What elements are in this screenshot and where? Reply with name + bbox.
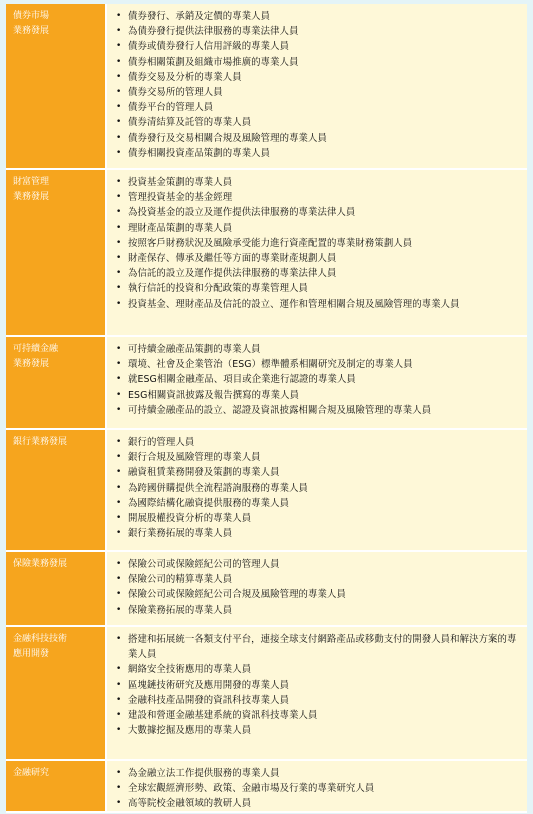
talent-item-text: 搭建和拓展統一各類支付平台，連接全球支付網路產品或移動支付的開發人員和解決方案的專業人員 (128, 634, 517, 661)
category-label (6, 627, 107, 759)
talent-item (115, 693, 523, 708)
talent-item-text: 保險業務拓展的專業人員 (128, 604, 233, 616)
talent-item (115, 435, 523, 450)
bullet-icon: • (116, 798, 122, 809)
talent-item (115, 632, 523, 662)
talent-item (115, 372, 523, 387)
talent-list (107, 337, 527, 428)
talent-item (115, 281, 523, 296)
talent-item-text: 融資租賃業務開發及策劃的專業人員 (128, 467, 280, 479)
bullet-icon: • (116, 359, 122, 370)
talent-item-text: 為投資基金的設立及運作提供法律服務的專業法律人員 (128, 207, 356, 219)
bullet-icon: • (116, 768, 122, 778)
talent-item-text: 保險公司的精算專業人員 (128, 574, 233, 586)
category-label-line: 業務發展 (13, 192, 50, 202)
talent-item-text: 金融科技產品開發的資訊科技專業人員 (128, 694, 290, 706)
talent-item-text: 為跨國併購提供全流程諮詢服務的專業人員 (128, 482, 309, 494)
bullet-icon: • (116, 26, 122, 37)
talent-item-text: 債券相關策劃及組織市場推廣的專業人員 (128, 56, 299, 68)
bullet-icon: • (116, 452, 122, 463)
talent-item-text: 建設和營運金融基建系統的資訊科技專業人員 (128, 710, 318, 722)
bullet-icon: • (116, 497, 122, 508)
talent-item (115, 678, 523, 693)
bullet-icon: • (116, 783, 122, 794)
category-row (6, 337, 527, 430)
category-label-line: 債券市場 (13, 11, 50, 21)
talent-item (115, 572, 523, 587)
talent-item-text: 為信託的設立及運作提供法律服務的專業法律人員 (128, 268, 337, 280)
category-label (6, 337, 107, 428)
talent-item (115, 70, 523, 85)
category-row (6, 430, 527, 552)
bullet-icon: • (116, 56, 122, 67)
talent-item (115, 450, 523, 465)
talent-item (115, 557, 523, 572)
talent-item (115, 251, 523, 266)
talent-item-text: 環境、社會及企業管治（ESG）標準體系相關研究及制定的專業人員 (128, 359, 413, 371)
category-label-line: 金融研究 (13, 768, 50, 778)
talent-item-text: 理財產品策劃的專業人員 (128, 222, 233, 234)
talent-item (115, 781, 523, 796)
talent-item-text: 高等院校金融領域的教研人員 (128, 798, 252, 810)
category-row (6, 170, 527, 337)
talent-item (115, 511, 523, 526)
talent-item (115, 175, 523, 190)
talent-item-text: 投資基金、理財產品及信託的設立、運作和管理相關合規及風險管理的專業人員 (128, 298, 460, 310)
category-row (6, 627, 527, 761)
bullet-icon: • (116, 283, 122, 294)
talent-item (115, 403, 523, 418)
talent-item-text: 債券發行及交易相關合規及風險管理的專業人員 (128, 132, 327, 144)
bullet-icon: • (116, 710, 122, 721)
talent-item (115, 24, 523, 39)
category-label-line: 財富管理 (13, 177, 50, 187)
talent-item (115, 496, 523, 511)
bullet-icon: • (116, 528, 122, 539)
category-label (6, 552, 107, 625)
bullet-icon: • (116, 404, 122, 415)
talent-item (115, 131, 523, 146)
talent-item-text: 為國際結構化融資提供服務的專業人員 (128, 497, 290, 509)
talent-item (115, 723, 523, 738)
category-label (6, 761, 107, 811)
talent-item (115, 190, 523, 205)
talent-item (115, 481, 523, 496)
talent-item (115, 9, 523, 24)
talent-list (107, 761, 527, 811)
category-label-line: 應用開發 (13, 649, 50, 659)
talent-item (115, 266, 523, 281)
bullet-icon: • (116, 253, 122, 264)
bullet-icon: • (116, 437, 122, 447)
talent-item-text: 債券交易及分析的專業人員 (128, 71, 242, 83)
talent-item-text: 保險公司或保險經紀公司的管理人員 (128, 559, 280, 570)
bullet-icon: • (116, 344, 122, 354)
category-label (6, 430, 107, 550)
bullet-icon: • (116, 147, 122, 158)
talent-list (107, 627, 527, 759)
talent-item-text: 區塊鏈技術研究及應用開發的專業人員 (128, 679, 290, 691)
talent-item (115, 55, 523, 70)
talent-item-text: 財產保存、傳承及繼任等方面的專業財產規劃人員 (128, 253, 337, 265)
bullet-icon: • (116, 237, 122, 248)
talent-item (115, 465, 523, 480)
bullet-icon: • (116, 11, 122, 21)
bullet-icon: • (116, 102, 122, 113)
bullet-icon: • (116, 664, 122, 675)
category-row (6, 761, 527, 813)
talent-item-text: 投資基金策劃的專業人員 (128, 177, 233, 188)
talent-item (115, 603, 523, 618)
talent-item-text: 開展股權投資分析的專業人員 (128, 513, 252, 525)
talent-item (115, 587, 523, 602)
talent-item-text: 可持續金融產品策劃的專業人員 (128, 344, 261, 355)
category-label (6, 4, 107, 168)
category-label-line: 保險業務發展 (13, 559, 68, 569)
talent-list (107, 170, 527, 335)
talent-item (115, 85, 523, 100)
talent-item-text: 網絡安全技術應用的專業人員 (128, 664, 252, 676)
talent-item-text: 就ESG相關金融產品、項目或企業進行認證的專業人員 (128, 374, 356, 386)
talent-item (115, 796, 523, 811)
talent-item-text: 執行信託的投資和分配政策的專業管理人員 (128, 283, 309, 295)
talent-item-text: 大數據挖掘及應用的專業人員 (128, 725, 252, 737)
talent-item-text: 可持續金融產品的設立、認證及資訊披露相關合規及風險管理的專業人員 (128, 404, 432, 416)
talent-item-text: 債券發行、承銷及定價的專業人員 (128, 11, 271, 22)
bullet-icon: • (116, 604, 122, 615)
talent-item (115, 526, 523, 541)
category-label-line: 業務發展 (13, 359, 50, 369)
bullet-icon: • (116, 634, 122, 644)
talent-item (115, 388, 523, 403)
category-label-line: 金融科技技術 (13, 634, 68, 644)
category-label-line: 銀行業務發展 (13, 437, 68, 447)
bullet-icon: • (116, 268, 122, 279)
talent-item (115, 146, 523, 161)
talent-item-text: 債券平台的管理人員 (128, 102, 214, 114)
bullet-icon: • (116, 207, 122, 218)
talent-list (107, 552, 527, 625)
talent-item-text: ESG相關資訊披露及報告撰寫的專業人員 (128, 389, 300, 401)
category-row (6, 4, 527, 170)
bullet-icon: • (116, 87, 122, 98)
bullet-icon: • (116, 132, 122, 143)
bullet-icon: • (116, 222, 122, 233)
bullet-icon: • (116, 389, 122, 400)
talent-item (115, 115, 523, 130)
talent-item-text: 為金融立法工作提供服務的專業人員 (128, 768, 280, 779)
talent-item-text: 債券清結算及託管的專業人員 (128, 117, 252, 129)
bullet-icon: • (116, 374, 122, 385)
bullet-icon: • (116, 41, 122, 52)
bullet-icon: • (116, 192, 122, 203)
category-label-line: 業務發展 (13, 26, 50, 36)
talent-item (115, 708, 523, 723)
talent-list (107, 430, 527, 550)
talent-item-text: 銀行合規及風險管理的專業人員 (128, 452, 261, 464)
talent-item (115, 342, 523, 357)
talent-item (115, 662, 523, 677)
talent-item (115, 205, 523, 220)
talent-item (115, 100, 523, 115)
bullet-icon: • (116, 71, 122, 82)
bullet-icon: • (116, 177, 122, 187)
bullet-icon: • (116, 482, 122, 493)
talent-item-text: 保險公司或保險經紀公司合規及風險管理的專業人員 (128, 589, 346, 601)
talent-item-text: 全球宏觀經濟形勢、政策、金融市場及行業的專業研究人員 (128, 783, 375, 795)
bullet-icon: • (116, 679, 122, 690)
bullet-icon: • (116, 559, 122, 569)
bullet-icon: • (116, 574, 122, 585)
talent-item (115, 297, 523, 312)
talent-item (115, 39, 523, 54)
talent-item (115, 357, 523, 372)
category-label (6, 170, 107, 335)
talent-item-text: 為債券發行提供法律服務的專業法律人員 (128, 26, 299, 38)
talent-item-text: 管理投資基金的基金經理 (128, 192, 233, 204)
talent-item-text: 按照客戶財務狀況及風險承受能力進行資產配置的專業財務策劃人員 (128, 237, 413, 249)
bullet-icon: • (116, 117, 122, 128)
bullet-icon: • (116, 589, 122, 600)
talent-item (115, 221, 523, 236)
bullet-icon: • (116, 467, 122, 478)
bullet-icon: • (116, 725, 122, 736)
talent-item (115, 766, 523, 781)
bullet-icon: • (116, 513, 122, 524)
talent-item-text: 銀行業務拓展的專業人員 (128, 528, 233, 540)
talent-item-text: 債券或債券發行人信用評級的專業人員 (128, 41, 290, 53)
category-label-line: 可持續金融 (13, 344, 59, 354)
bullet-icon: • (116, 694, 122, 705)
talent-item (115, 236, 523, 251)
category-row (6, 552, 527, 627)
talent-item-text: 債券交易所的管理人員 (128, 87, 223, 99)
talent-item-text: 銀行的管理人員 (128, 437, 195, 448)
talent-item-text: 債券相關投資產品策劃的專業人員 (128, 147, 271, 159)
talent-list (107, 4, 527, 168)
bullet-icon: • (116, 298, 122, 309)
